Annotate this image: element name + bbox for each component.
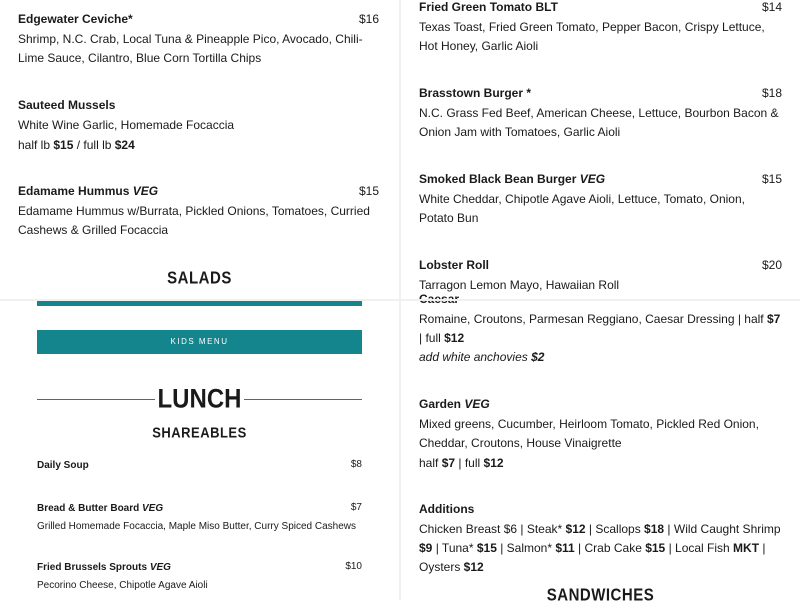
- item-price: $15: [358, 184, 379, 198]
- lunch-heading: [37, 385, 362, 415]
- item-price: $18: [761, 86, 782, 100]
- menu-pane-bottom-left: [0, 301, 399, 600]
- addition-text: | Tuna*: [432, 541, 477, 555]
- addition-price: $9: [419, 541, 433, 555]
- addition-text: | Salmon*: [496, 541, 556, 555]
- teal-button-edge[interactable]: [37, 301, 362, 306]
- item-price: $16: [358, 12, 379, 26]
- menu-item-edamame-hummus: [18, 181, 379, 240]
- kids-menu-button[interactable]: KIDS MENU: [37, 330, 362, 354]
- menu-pane-top-left: [0, 0, 399, 299]
- addition-price: $12: [463, 560, 484, 574]
- item-name: Edamame Hummus VEG: [18, 184, 159, 198]
- addition-text: | Wild Caught Shrimp: [664, 522, 781, 536]
- menu-item-bread-butter-board: [37, 498, 362, 535]
- item-price: $14: [761, 0, 782, 14]
- item-description: Mixed greens, Cucumber, Heirloom Tomato, Pickled Red Onion, Cheddar, Croutons, House Vinaigrette: [419, 417, 759, 450]
- addition-text: | Oysters: [419, 541, 766, 574]
- item-note: add white anchovies $2: [419, 350, 545, 364]
- pane-divider-horizontal: [0, 299, 800, 301]
- addition-text: | Local Fish: [665, 541, 734, 555]
- menu-pane-top-right: [401, 0, 800, 299]
- item-name: Sauteed Mussels: [18, 98, 116, 112]
- addition-price: $11: [555, 541, 575, 555]
- veg-tag: VEG: [464, 397, 490, 411]
- veg-tag: VEG: [579, 172, 606, 186]
- item-price: $20: [761, 258, 782, 272]
- divider-right: [244, 399, 362, 400]
- menu-item-fried-green-tomato-blt: [419, 0, 782, 56]
- item-price-options: half lb $15 / full lb $24: [18, 138, 135, 152]
- menu-item-daily-soup: [37, 455, 362, 475]
- item-description: Tarragon Lemon Mayo, Hawaiian Roll: [419, 278, 620, 292]
- item-name: Bread & Butter Board VEG: [37, 503, 164, 514]
- menu-item-fried-brussels-sprouts: [37, 557, 362, 594]
- item-price: $10: [345, 561, 362, 572]
- item-name: Daily Soup: [37, 460, 89, 471]
- item-description: Romaine, Croutons, Parmesan Reggiano, Caesar Dressing | half $7 | full $12: [419, 312, 781, 345]
- menu-item-garden: [419, 394, 782, 473]
- item-description: Pecorino Cheese, Chipotle Agave Aioli: [37, 580, 208, 591]
- section-title-sandwiches: SANDWICHES: [546, 585, 655, 605]
- veg-tag: VEG: [142, 503, 164, 514]
- addition-price: $15: [476, 541, 497, 555]
- item-price: $8: [350, 459, 362, 470]
- item-description: White Cheddar, Chipotle Agave Aioli, Lettuce, Tomato, Onion, Potato Bun: [419, 192, 745, 225]
- item-description: Texas Toast, Fried Green Tomato, Pepper Bacon, Crispy Lettuce, Hot Honey, Garlic Aioli: [419, 20, 765, 53]
- addition-price: MKT: [733, 541, 760, 555]
- item-description: Grilled Homemade Focaccia, Maple Miso Butter, Curry Spiced Cashews: [37, 521, 357, 532]
- addition-price: $18: [644, 522, 665, 536]
- addition-price: $15: [645, 541, 666, 555]
- item-description: White Wine Garlic, Homemade Focaccia: [18, 118, 235, 132]
- menu-pane-bottom-right: [401, 301, 800, 605]
- menu-item-additions: [419, 499, 782, 577]
- lunch-title: LUNCH: [157, 384, 242, 415]
- section-title-shareables: SHAREABLES: [152, 423, 247, 442]
- item-name: Fried Brussels Sprouts VEG: [37, 562, 171, 573]
- menu-item-edgewater-ceviche: [18, 9, 379, 68]
- item-description: N.C. Grass Fed Beef, American Cheese, Lettuce, Bourbon Bacon & Onion Jam with Tomatoes, Garlic Aioli: [419, 106, 779, 139]
- addition-price: $12: [565, 522, 586, 536]
- item-price: $7: [350, 502, 362, 513]
- item-name: Smoked Black Bean Burger VEG: [419, 172, 606, 186]
- item-price: $15: [761, 172, 782, 186]
- item-name: Garden VEG: [419, 397, 490, 411]
- item-name: Brasstown Burger *: [419, 86, 532, 100]
- item-name: Edgewater Ceviche*: [18, 12, 133, 26]
- veg-tag: VEG: [132, 184, 159, 198]
- menu-item-black-bean-burger: [419, 169, 782, 228]
- item-name: Lobster Roll: [419, 258, 490, 272]
- additions-list: [419, 520, 782, 577]
- veg-tag: VEG: [149, 562, 171, 573]
- addition-text: Chicken Breast $6 | Steak*: [419, 522, 566, 536]
- addition-text: | Crab Cake: [574, 541, 646, 555]
- item-price-options: half $7 | full $12: [419, 456, 504, 470]
- item-name: Additions: [419, 502, 475, 516]
- item-description: Shrimp, N.C. Crab, Local Tuna & Pineapple Pico, Avocado, Chili-Lime Sauce, Cilantro, Blue Corn Tortilla Chips: [18, 32, 363, 65]
- section-title-salads: SALADS: [167, 268, 232, 289]
- menu-item-brasstown-burger: [419, 83, 782, 142]
- item-name: Fried Green Tomato BLT: [419, 0, 558, 14]
- addition-text: | Scallops: [585, 522, 645, 536]
- menu-item-sauteed-mussels: [18, 95, 379, 155]
- item-description: Edamame Hummus w/Burrata, Pickled Onions, Tomatoes, Curried Cashews & Grilled Focaccia: [18, 204, 370, 237]
